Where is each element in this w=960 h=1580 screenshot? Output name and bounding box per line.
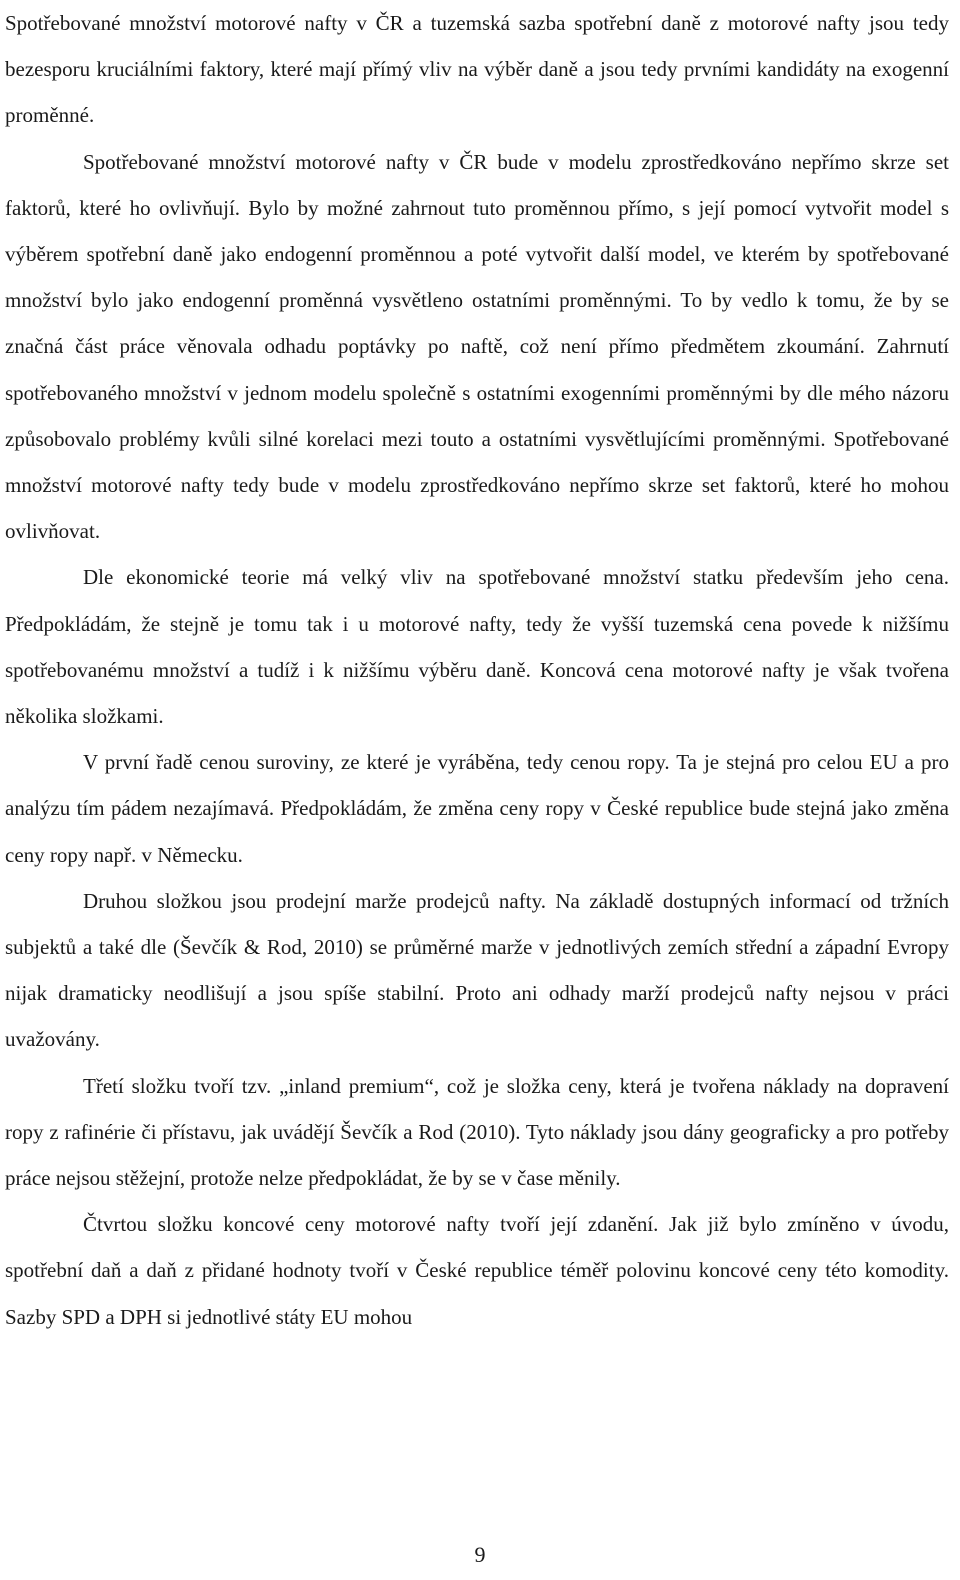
paragraph-4: V první řadě cenou suroviny, ze které je vyráběna, tedy cenou ropy. Ta je stejná pro celou EU a pro analýzu tím pádem nezajímavá. Předpokládám, že změna ceny ropy v České republice bude stejná jako změna ceny ropy např. v Německu. <box>5 750 949 867</box>
paragraph-5: Druhou složkou jsou prodejní marže prodejců nafty. Na základě dostupných informací od tržních subjektů a také dle (Ševčík & Rod, 2010) se průměrné marže v jednotlivých zemích střední a západní Evropy nijak dramaticky neodlišují a jsou spíše stabilní. Proto ani odhady marží prodejců nafty nejsou v práci uvažovány. <box>5 888 949 1052</box>
paragraph-1: Spotřebované množství motorové nafty v ČR a tuzemská sazba spotřební daně z motorové nafty jsou tedy bezesporu kruciálními faktory, které mají přímý vliv na výběr daně a jsou tedy prvními kandidáty na exogenní proměnné. <box>5 11 949 128</box>
body-text <box>5 0 949 1340</box>
paragraph-6: Třetí složku tvoří tzv. „inland premium“, což je složka ceny, která je tvořena náklady na dopravení ropy z rafinérie či přístavu, jak uvádějí Ševčík a Rod (2010). Tyto náklady jsou dány geograficky a pro potřeby práce nejsou stěžejní, protože nelze předpokládat, že by se v čase měnily. <box>5 1073 949 1191</box>
page-number: 9 <box>474 1542 486 1567</box>
paragraph-7: Čtvrtou složku koncové ceny motorové nafty tvoří její zdanění. Jak již bylo zmíněno v úvodu, spotřební daň a daň z přidané hodnoty tvoří v České republice téměř polovinu koncové ceny této komodity. Sazby SPD a DPH si jednotlivé státy EU mohou <box>5 1212 949 1329</box>
paragraph-2: Spotřebované množství motorové nafty v ČR bude v modelu zprostředkováno nepřímo skrze set faktorů, které ho ovlivňují. Bylo by možné zahrnout tuto proměnnou přímo, s její pomocí vytvořit model s výběrem spotřební daně jako endogenní proměnnou a poté vytvořit další model, ve kterém by spotřebované množství bylo jako endogenní proměnná vysvětleno ostatními proměnnými. To by vedlo k tomu, že by se značná část práce věnovala odhadu poptávky po naftě, což není přímo předmětem zkoumání. Zahrnutí spotřebovaného množství v jednom modelu společně s ostatními exogenními proměnnými by dle mého názoru způsobovalo problémy kvůli silné korelaci mezi touto a ostatními vysvětlujícími proměnnými. Spotřebované množství motorové nafty tedy bude v modelu zprostředkováno nepřímo skrze set faktorů, které ho mohou ovlivňovat. <box>5 149 949 544</box>
paragraph-3: Dle ekonomické teorie má velký vliv na spotřebované množství statku především jeho cena. Předpokládám, že stejně je tomu tak i u motorové nafty, tedy že vyšší tuzemská cena povede k nižšímu spotřebovanému množství a tudíž i k nižšímu výběru daně. Koncová cena motorové nafty je však tvořena několika složkami. <box>5 565 949 729</box>
